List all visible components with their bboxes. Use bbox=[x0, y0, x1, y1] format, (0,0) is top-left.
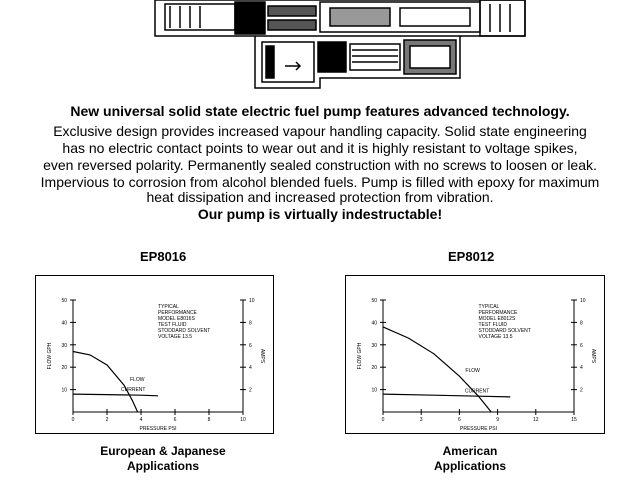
chart-1-y-tick-label: 20 bbox=[61, 365, 67, 372]
chart-1-x-tick-label: 8 bbox=[207, 417, 211, 423]
chart-2-y-tick-label: 50 bbox=[371, 298, 377, 304]
chart-1-y2-tick-label: 8 bbox=[249, 320, 252, 327]
chart-1-series-current-line bbox=[73, 394, 158, 396]
body-line-5: heat dissipation and increased protection from vibration. bbox=[146, 189, 494, 205]
chart-2-series-current-label: CURRENT bbox=[464, 388, 490, 395]
chart-1-x-tick-label: 2 bbox=[105, 417, 109, 423]
chart-2-plot bbox=[346, 276, 604, 433]
fuel-pump-cross-section-illustration bbox=[0, 0, 640, 96]
chart-2-y2-tick-label: 10 bbox=[580, 298, 586, 304]
chart-2-y2-tick-label: 6 bbox=[580, 342, 583, 349]
chart-1-caption bbox=[78, 444, 248, 474]
chart-1-annotation-line: MODEL E8016S bbox=[158, 316, 195, 322]
chart-2-y-tick-label: 30 bbox=[371, 342, 377, 349]
chart-2-annotation-line: MODEL E8012S bbox=[478, 316, 516, 322]
chart-2-y-tick-label: 20 bbox=[371, 365, 377, 372]
body-line-3: even reversed polarity. Permanently sealed construction with no screws to loosen or leak. bbox=[43, 157, 597, 173]
chart-2-y-tick-label: 40 bbox=[371, 320, 377, 327]
chart-1-x-axis-label: PRESSURE PSI bbox=[139, 426, 177, 432]
chart-2-title: EP8012 bbox=[448, 249, 495, 264]
article-closing-statement: Our pump is virtually indestructable! bbox=[197, 206, 443, 222]
chart-2-x-axis-label: PRESSURE PSI bbox=[460, 426, 497, 432]
chart-1-series-flow-line bbox=[73, 352, 138, 413]
chart-1-annotation-line: TYPICAL bbox=[158, 304, 179, 310]
chart-2-caption-line-1: American bbox=[442, 444, 498, 458]
chart-2-x-tick-label: 9 bbox=[496, 417, 499, 423]
chart-2-y2-tick-label: 8 bbox=[580, 320, 583, 327]
chart-2-annotation-line: VOLTAGE 13.5 bbox=[478, 334, 513, 340]
chart-2-y2-tick-label: 2 bbox=[580, 387, 583, 394]
chart-1-y2-tick-label: 2 bbox=[249, 387, 252, 394]
chart-1-annotation-line: VOLTAGE 13.5 bbox=[158, 334, 192, 340]
chart-1-plot bbox=[36, 276, 273, 433]
chart-2-series-flow-label: FLOW bbox=[465, 368, 480, 375]
chart-1-x-tick-label: 10 bbox=[240, 417, 246, 423]
chart-1-y-tick-label: 40 bbox=[61, 320, 67, 327]
chart-2-caption bbox=[400, 444, 540, 474]
chart-2-x-tick-label: 0 bbox=[381, 417, 385, 423]
chart-2-x-tick-label: 6 bbox=[458, 417, 461, 423]
chart-1-caption-line-1: European & Japanese bbox=[100, 444, 226, 458]
chart-1-x-tick-label: 6 bbox=[173, 417, 177, 423]
chart-1-x-tick-label: 4 bbox=[139, 417, 143, 423]
chart-2-y2-axis-label: AMPS bbox=[590, 348, 596, 364]
chart-1-series-current-label: CURRENT bbox=[121, 387, 146, 394]
chart-1-y-tick-label: 10 bbox=[61, 387, 67, 394]
article-headline: New universal solid state electric fuel pump features advanced technology. bbox=[70, 103, 570, 119]
chart-2-panel bbox=[345, 275, 605, 434]
chart-1-y-tick-label: 50 bbox=[61, 298, 67, 304]
chart-2-series-current-line bbox=[383, 394, 510, 397]
chart-1-caption-line-2: Applications bbox=[126, 459, 199, 473]
body-line-2: has no electric contact points to wear out and it is highly resistant to voltage spikes, bbox=[62, 140, 578, 156]
chart-2-x-tick-label: 3 bbox=[419, 417, 423, 423]
chart-2-annotation-line: TYPICAL bbox=[478, 304, 500, 310]
chart-1-annotation-line: TEST FLUID bbox=[158, 322, 187, 328]
chart-2-y-axis-label: FLOW GPH bbox=[357, 342, 363, 370]
chart-2-y2-tick-label: 4 bbox=[580, 365, 583, 372]
chart-1-x-tick-label: 0 bbox=[71, 417, 75, 423]
chart-1-y2-tick-label: 10 bbox=[249, 298, 255, 304]
body-line-1: Exclusive design provides increased vapour handling capacity. Solid state engineering bbox=[53, 123, 587, 139]
chart-1-series-flow-label: FLOW bbox=[130, 377, 145, 384]
chart-2-annotation-line: PERFORMANCE bbox=[478, 310, 518, 316]
chart-1-y2-tick-label: 6 bbox=[249, 342, 252, 349]
chart-1-panel bbox=[35, 275, 274, 434]
chart-1-y-axis-label: FLOW GPH bbox=[47, 342, 53, 370]
chart-1-y2-axis-label: AMPS bbox=[259, 348, 265, 364]
chart-2-caption-line-2: Applications bbox=[433, 459, 506, 473]
chart-2-annotation-line: STODDARD SOLVENT bbox=[478, 328, 531, 334]
chart-2-y-tick-label: 10 bbox=[371, 387, 377, 394]
chart-2-x-tick-label: 12 bbox=[533, 417, 539, 423]
chart-2-annotation-line: TEST FLUID bbox=[478, 322, 508, 328]
chart-2-x-tick-label: 15 bbox=[571, 417, 577, 423]
chart-1-title: EP8016 bbox=[140, 249, 187, 264]
chart-1-y2-tick-label: 4 bbox=[249, 365, 252, 372]
chart-1-annotation-line: STODDARD SOLVENT bbox=[158, 328, 211, 334]
chart-1-y-tick-label: 30 bbox=[61, 342, 67, 349]
body-line-4: Impervious to corrosion from alcohol blended fuels. Pump is filled with epoxy for maximum bbox=[40, 174, 600, 190]
chart-1-annotation-line: PERFORMANCE bbox=[158, 310, 197, 316]
